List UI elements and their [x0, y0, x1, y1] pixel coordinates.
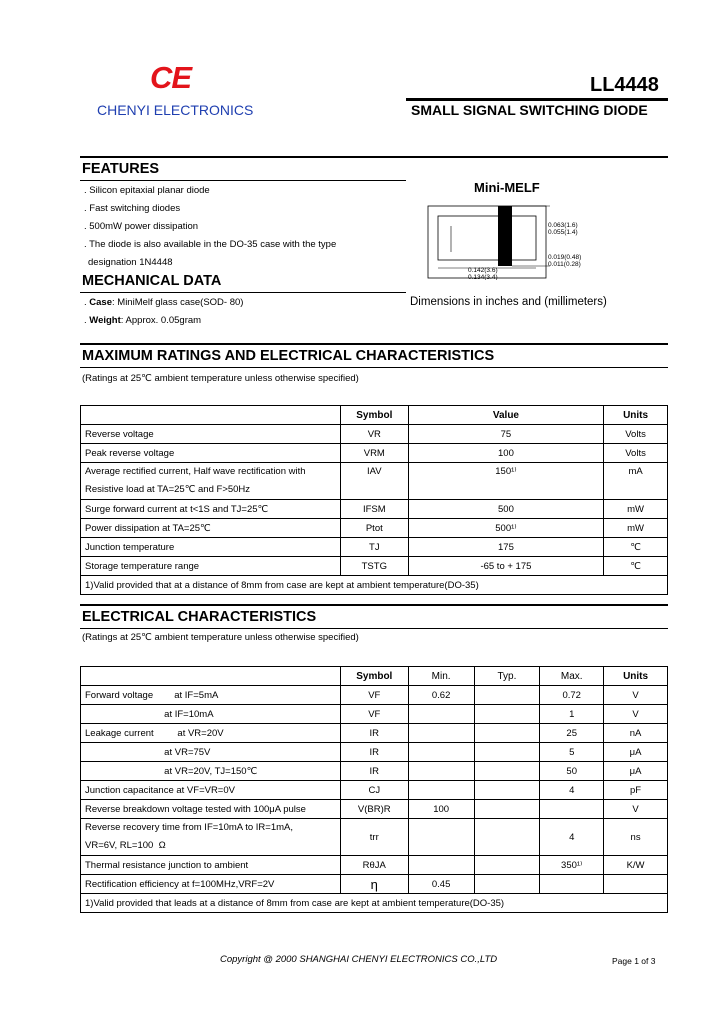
symbol-cell: Ptot: [340, 519, 408, 538]
company-logo: CE: [150, 60, 192, 95]
document-subtitle: SMALL SIGNAL SWITCHING DIODE: [411, 102, 648, 118]
symbol-cell: IR: [340, 724, 408, 743]
param-line: Thermal resistance junction to ambient: [85, 859, 249, 871]
weight-value: : Approx. 0.05gram: [120, 315, 202, 326]
units-cell: V: [604, 705, 668, 724]
min-cell: 0.45: [408, 875, 474, 894]
param-line: Rectification efficiency at f=100MHz,VRF=2V: [85, 878, 275, 890]
table-row: [81, 444, 668, 463]
min-cell: [408, 724, 474, 743]
section-rule: [80, 343, 668, 345]
dim-label: 0.142(3.6): [468, 267, 498, 274]
symbol-cell: IAV: [340, 463, 408, 500]
min-cell: [408, 781, 474, 800]
company-name: CHENYI ELECTRONICS: [97, 102, 254, 118]
features-title: FEATURES: [82, 161, 160, 177]
elec-chars-table: [80, 666, 668, 913]
table-row: [81, 762, 668, 781]
param-line: Leakage current at VR=20V: [85, 727, 224, 739]
mechanical-title: MECHANICAL DATA: [82, 273, 222, 289]
symbol-cell: CJ: [340, 781, 408, 800]
package-title: Mini-MELF: [474, 180, 540, 195]
max-cell: 25: [540, 724, 604, 743]
header-typ: Typ.: [474, 667, 540, 686]
table-row: [81, 705, 668, 724]
param-cell: Surge forward current at t<1S and TJ=25℃: [81, 500, 341, 519]
units-cell: mA: [604, 463, 668, 500]
symbol-cell: TJ: [340, 538, 408, 557]
weight-label: Weight: [89, 315, 121, 326]
param-line: at IF=10mA: [85, 708, 214, 720]
max-cell: 1: [540, 705, 604, 724]
typ-cell: [474, 800, 540, 819]
param-cell: [81, 781, 341, 800]
max-ratings-title: MAXIMUM RATINGS AND ELECTRICAL CHARACTERISTICS: [82, 348, 495, 364]
table-row: [81, 856, 668, 875]
feature-item: . 500mW power dissipation: [84, 221, 199, 232]
param-cell: [81, 762, 341, 781]
copyright: Copyright @ 2000 SHANGHAI CHENYI ELECTRONICS CO.,LTD: [220, 954, 498, 965]
param-line: at VR=75V: [85, 746, 211, 758]
feature-item: . Silicon epitaxial planar diode: [84, 185, 210, 196]
table-row: [81, 686, 668, 705]
header-param: [81, 406, 341, 425]
symbol-cell: trr: [340, 819, 408, 856]
units-cell: ℃: [604, 538, 668, 557]
units-cell: V: [604, 686, 668, 705]
features-underline: [80, 180, 406, 181]
value-cell: 175: [408, 538, 603, 557]
units-cell: μA: [604, 743, 668, 762]
symbol-cell: VR: [340, 425, 408, 444]
feature-item: . The diode is also available in the DO-35 case with the type: [84, 239, 337, 250]
symbol-cell: V(BR)R: [340, 800, 408, 819]
table-row: [81, 557, 668, 576]
symbol-cell: VF: [340, 686, 408, 705]
units-cell: nA: [604, 724, 668, 743]
value-cell: 500: [408, 500, 603, 519]
max-cell: 0.72: [540, 686, 604, 705]
table-footnote-row: [81, 576, 668, 595]
header-symbol: Symbol: [340, 667, 408, 686]
min-cell: [408, 762, 474, 781]
typ-cell: [474, 724, 540, 743]
param-cell: Reverse voltage: [81, 425, 341, 444]
elec-chars-title: ELECTRICAL CHARACTERISTICS: [82, 609, 317, 625]
param-line: Reverse recovery time from IF=10mA to IR=1mA,: [85, 822, 294, 833]
max-cell: 350¹⁾: [540, 856, 604, 875]
min-cell: [408, 743, 474, 762]
typ-cell: [474, 819, 540, 856]
table-row: [81, 538, 668, 557]
max-cell: 4: [540, 781, 604, 800]
dim-label: 0.063(1.6): [548, 222, 578, 229]
dim-label: 0.134(3.4): [468, 274, 498, 280]
units-cell: μA: [604, 762, 668, 781]
symbol-cell: TSTG: [340, 557, 408, 576]
param-cell: Storage temperature range: [81, 557, 341, 576]
min-cell: [408, 856, 474, 875]
max-cell: [540, 875, 604, 894]
value-cell: 75: [408, 425, 603, 444]
param-cell: [81, 463, 341, 500]
value-cell: 100: [408, 444, 603, 463]
symbol-cell: η: [340, 875, 408, 894]
table-row: [81, 519, 668, 538]
param-cell: [81, 743, 341, 762]
package-drawing: [426, 204, 586, 280]
cathode-band: [498, 206, 512, 266]
param-cell: [81, 875, 341, 894]
param-cell: [81, 800, 341, 819]
symbol-cell: VF: [340, 705, 408, 724]
max-ratings-note: (Ratings at 25℃ ambient temperature unless otherwise specified): [82, 373, 359, 384]
section-rule: [80, 156, 668, 158]
table-header-row: [81, 667, 668, 686]
header-min: Min.: [408, 667, 474, 686]
header-value: Value: [408, 406, 603, 425]
table-row: [81, 875, 668, 894]
diode-body: [438, 216, 536, 260]
symbol-cell: RθJA: [340, 856, 408, 875]
header-units: Units: [604, 667, 668, 686]
min-cell: 0.62: [408, 686, 474, 705]
header-units: Units: [604, 406, 668, 425]
typ-cell: [474, 743, 540, 762]
param-line: at VR=20V, TJ=150℃: [85, 765, 258, 777]
header-max: Max.: [540, 667, 604, 686]
elec-chars-underline: [80, 628, 668, 629]
symbol-cell: VRM: [340, 444, 408, 463]
typ-cell: [474, 875, 540, 894]
param-cell: [81, 724, 341, 743]
section-rule: [80, 604, 668, 606]
table-row: [81, 800, 668, 819]
typ-cell: [474, 705, 540, 724]
max-cell: 50: [540, 762, 604, 781]
min-cell: 100: [408, 800, 474, 819]
units-cell: mW: [604, 519, 668, 538]
param-cell: [81, 819, 341, 856]
symbol-cell: IR: [340, 762, 408, 781]
units-cell: ℃: [604, 557, 668, 576]
units-cell: Volts: [604, 425, 668, 444]
max-cell: 4: [540, 819, 604, 856]
max-cell: 5: [540, 743, 604, 762]
max-ratings-table: [80, 405, 668, 595]
typ-cell: [474, 686, 540, 705]
min-cell: [408, 705, 474, 724]
min-cell: [408, 819, 474, 856]
units-cell: [604, 875, 668, 894]
mechanical-underline: [80, 292, 406, 293]
footnote-cell: 1)Valid provided that at a distance of 8mm from case are kept at ambient temperature(DO-35): [81, 576, 668, 595]
param-line: Forward voltage at IF=5mA: [85, 689, 219, 701]
units-cell: ns: [604, 819, 668, 856]
table-footnote-row: [81, 894, 668, 913]
table-row: [81, 743, 668, 762]
header-symbol: Symbol: [340, 406, 408, 425]
param-line: Average rectified current, Half wave rectification with: [85, 466, 306, 477]
symbol-cell: IFSM: [340, 500, 408, 519]
typ-cell: [474, 781, 540, 800]
value-cell: -65 to + 175: [408, 557, 603, 576]
max-cell: [540, 800, 604, 819]
table-header-row: [81, 406, 668, 425]
param-cell: Power dissipation at TA=25℃: [81, 519, 341, 538]
param-cell: Peak reverse voltage: [81, 444, 341, 463]
value-cell: 150¹⁾: [408, 463, 603, 500]
units-cell: K/W: [604, 856, 668, 875]
param-line: VR=6V, RL=100 Ω: [85, 840, 166, 851]
table-row: [81, 425, 668, 444]
table-row: [81, 463, 668, 500]
feature-item: designation 1N4448: [88, 257, 173, 268]
case-value: : MiniMelf glass case(SOD- 80): [112, 297, 244, 308]
symbol-cell: IR: [340, 743, 408, 762]
dim-label: 0.055(1.4): [548, 229, 578, 236]
param-cell: [81, 705, 341, 724]
table-row: [81, 500, 668, 519]
max-ratings-underline: [80, 367, 668, 368]
table-row: [81, 819, 668, 856]
table-row: [81, 781, 668, 800]
header-param: [81, 667, 341, 686]
footnote-cell: 1)Valid provided that leads at a distance of 8mm from case are kept at ambient temperature(DO-35): [81, 894, 668, 913]
dim-label: 0.019(0.48): [548, 254, 582, 261]
units-cell: Volts: [604, 444, 668, 463]
title-rule: [406, 98, 668, 101]
dim-label: 0.011(0.28): [548, 261, 581, 268]
value-cell: 500¹⁾: [408, 519, 603, 538]
elec-chars-note: (Ratings at 25℃ ambient temperature unless otherwise specified): [82, 632, 359, 643]
dimensions-caption: Dimensions in inches and (millimeters): [410, 296, 607, 308]
mechanical-list: . Case: MiniMelf glass case(SOD- 80) . Weight: Approx. 0.05gram: [84, 297, 244, 326]
param-cell: Junction temperature: [81, 538, 341, 557]
units-cell: V: [604, 800, 668, 819]
features-list: [84, 182, 336, 272]
page-number: Page 1 of 3: [612, 956, 656, 966]
units-cell: mW: [604, 500, 668, 519]
units-cell: pF: [604, 781, 668, 800]
param-cell: [81, 686, 341, 705]
typ-cell: [474, 856, 540, 875]
table-row: [81, 724, 668, 743]
typ-cell: [474, 762, 540, 781]
param-line: Resistive load at TA=25℃ and F>50Hz: [85, 484, 251, 495]
param-line: Junction capacitance at VF=VR=0V: [85, 784, 235, 796]
param-line: Reverse breakdown voltage tested with 100μA pulse: [85, 803, 306, 815]
case-label: Case: [89, 297, 112, 308]
param-cell: [81, 856, 341, 875]
feature-item: . Fast switching diodes: [84, 203, 181, 214]
part-number: LL4448: [590, 74, 659, 96]
